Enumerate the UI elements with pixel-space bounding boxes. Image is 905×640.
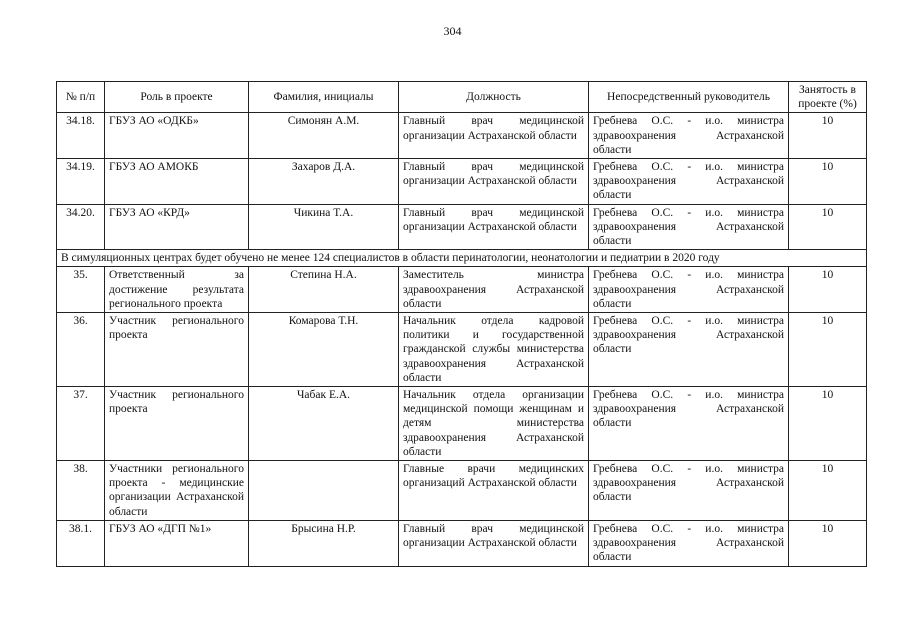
row-role: ГБУЗ АО АМОКБ: [105, 159, 249, 205]
row-position: Главный врач медицинской организации Астраханской области: [399, 113, 589, 159]
row-name: [249, 461, 399, 521]
row-num: 38.: [57, 461, 105, 521]
row-supervisor: Гребнева О.С. - и.о. министра здравоохранения Астраханской области: [589, 387, 789, 461]
table-header-row: [57, 82, 867, 113]
table-row: [57, 387, 867, 461]
row-share: 10: [789, 113, 867, 159]
header-role: Роль в проекте: [105, 82, 249, 113]
row-num: 38.1.: [57, 520, 105, 566]
row-position: Главный врач медицинской организации Астраханской области: [399, 159, 589, 205]
row-share: 10: [789, 520, 867, 566]
row-num: 34.19.: [57, 159, 105, 205]
row-supervisor: Гребнева О.С. - и.о. министра здравоохранения Астраханской области: [589, 159, 789, 205]
header-supervisor: Непосредственный руководитель: [589, 82, 789, 113]
row-supervisor: Гребнева О.С. - и.о. министра здравоохранения Астраханской области: [589, 520, 789, 566]
row-num: 37.: [57, 387, 105, 461]
row-role: ГБУЗ АО «ОДКБ»: [105, 113, 249, 159]
row-share: 10: [789, 159, 867, 205]
row-name: Захаров Д.А.: [249, 159, 399, 205]
row-position: Главные врачи медицинских организаций Астраханской области: [399, 461, 589, 521]
row-share: 10: [789, 387, 867, 461]
row-position: Главный врач медицинской организации Астраханской области: [399, 204, 589, 250]
row-share: 10: [789, 267, 867, 313]
row-name: Чикина Т.А.: [249, 204, 399, 250]
table-row: [57, 461, 867, 521]
row-position: Заместитель министра здравоохранения Астраханской области: [399, 267, 589, 313]
section-row: [57, 250, 867, 267]
row-role: Ответственный за достижение результата регионального проекта: [105, 267, 249, 313]
table-row: [57, 159, 867, 205]
row-name: Комарова Т.Н.: [249, 313, 399, 387]
row-supervisor: Гребнева О.С. - и.о. министра здравоохранения Астраханской области: [589, 113, 789, 159]
table-row: [57, 313, 867, 387]
project-team-table: [56, 81, 867, 567]
row-name: Брысина Н.Р.: [249, 520, 399, 566]
header-share: Занятость в проекте (%): [789, 82, 867, 113]
row-role: ГБУЗ АО «ДГП №1»: [105, 520, 249, 566]
row-role: ГБУЗ АО «КРД»: [105, 204, 249, 250]
row-position: Начальник отдела кадровой политики и государственной гражданской службы министерства здравоохранения Астраханской области: [399, 313, 589, 387]
row-num: 34.18.: [57, 113, 105, 159]
row-supervisor: Гребнева О.С. - и.о. министра здравоохранения Астраханской области: [589, 204, 789, 250]
page-number: 304: [443, 24, 462, 38]
row-supervisor: Гребнева О.С. - и.о. министра здравоохранения Астраханской области: [589, 461, 789, 521]
row-name: Степина Н.А.: [249, 267, 399, 313]
row-position: Начальник отдела организации медицинской помощи женщинам и детям министерства здравоохранения Астраханской области: [399, 387, 589, 461]
row-share: 10: [789, 313, 867, 387]
table-row: [57, 204, 867, 250]
row-num: 35.: [57, 267, 105, 313]
row-role: Участник регионального проекта: [105, 313, 249, 387]
table-row: [57, 267, 867, 313]
row-position: Главный врач медицинской организации Астраханской области: [399, 520, 589, 566]
table-row: [57, 113, 867, 159]
row-share: 10: [789, 204, 867, 250]
table-row: [57, 520, 867, 566]
section-text: В симуляционных центрах будет обучено не менее 124 специалистов в области перинатологии, неонатологии и педиатрии в 2020 году: [57, 250, 867, 267]
row-name: Чабак Е.А.: [249, 387, 399, 461]
row-supervisor: Гребнева О.С. - и.о. министра здравоохранения Астраханской области: [589, 267, 789, 313]
row-share: 10: [789, 461, 867, 521]
row-name: Симонян А.М.: [249, 113, 399, 159]
header-position: Должность: [399, 82, 589, 113]
row-role: Участники регионального проекта - медицинские организации Астраханской области: [105, 461, 249, 521]
row-num: 34.20.: [57, 204, 105, 250]
header-num: № п/п: [57, 82, 105, 113]
row-role: Участник регионального проекта: [105, 387, 249, 461]
row-num: 36.: [57, 313, 105, 387]
header-name: Фамилия, инициалы: [249, 82, 399, 113]
row-supervisor: Гребнева О.С. - и.о. министра здравоохранения Астраханской области: [589, 313, 789, 387]
